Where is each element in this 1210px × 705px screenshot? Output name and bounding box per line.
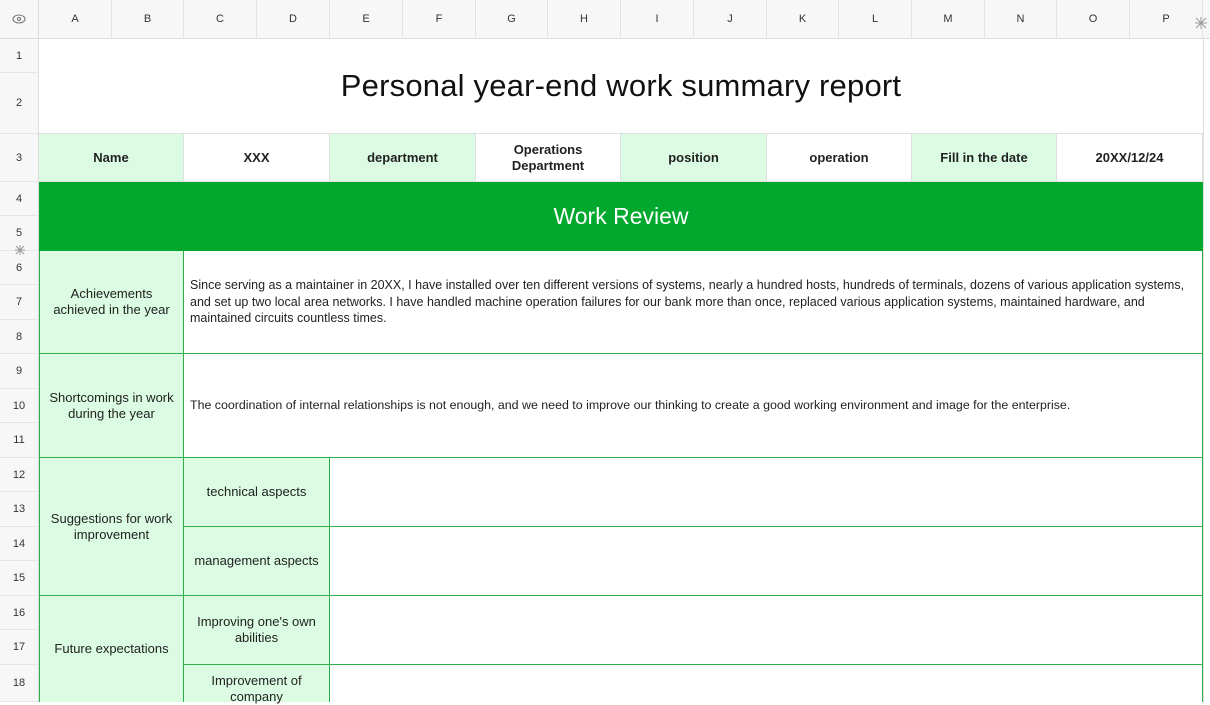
row-header-15[interactable]: 15 xyxy=(0,561,39,596)
column-header-h[interactable]: H xyxy=(548,0,621,39)
achievements-label-cell[interactable] xyxy=(39,251,184,354)
abilities-label: Improving one's own abilities xyxy=(197,614,316,645)
row-header-4[interactable]: 4 xyxy=(0,182,39,216)
column-header-d[interactable]: D xyxy=(257,0,330,39)
achievements-text-cell[interactable] xyxy=(184,251,1203,354)
management-label-cell[interactable] xyxy=(184,527,330,596)
abilities-label-cell[interactable] xyxy=(184,596,330,665)
row-header-2[interactable]: 2 xyxy=(0,73,39,134)
report-title-cell[interactable] xyxy=(39,39,1203,134)
row-header-11[interactable]: 11 xyxy=(0,423,39,458)
position-label: position xyxy=(668,150,719,165)
position-value-cell[interactable] xyxy=(767,134,912,182)
row-header-3[interactable]: 3 xyxy=(0,134,39,182)
column-header-p[interactable]: P xyxy=(1130,0,1203,39)
position-label-cell[interactable] xyxy=(621,134,767,182)
row-header-5[interactable]: 5 xyxy=(0,216,39,251)
row-header-6[interactable]: 6 xyxy=(0,251,39,285)
name-label: Name xyxy=(93,150,129,165)
column-header-l[interactable]: L xyxy=(839,0,912,39)
column-header-i[interactable]: I xyxy=(621,0,694,39)
achievements-text: Since serving as a maintainer in 20XX, I have installed over ten different versions of systems, nearly a hundred hosts, hundreds of terminals, dozens of various application systems, and set up two local area networks. I have handled machine operation failures for our bank more than once, replaced various application systems, maintained hardware, and maintained circuits countless times. xyxy=(190,278,1185,326)
column-header-a[interactable]: A xyxy=(39,0,112,39)
row-header-12[interactable]: 12 xyxy=(0,458,39,492)
row-header-9[interactable]: 9 xyxy=(0,354,39,389)
freeze-handle-icon[interactable] xyxy=(13,243,27,257)
company-label-cell[interactable] xyxy=(184,665,330,702)
company-label: Improvement of company xyxy=(211,673,302,704)
column-header-k[interactable]: K xyxy=(767,0,839,39)
column-header-c[interactable]: C xyxy=(184,0,257,39)
row-header-7[interactable]: 7 xyxy=(0,285,39,320)
name-value: XXX xyxy=(243,150,270,165)
name-value-cell[interactable] xyxy=(184,134,330,182)
report-title: Personal year-end work summary report xyxy=(340,68,902,103)
column-q-edge xyxy=(1203,39,1210,702)
shortcomings-text: The coordination of internal relationships is not enough, and we need to improve our thinking to create a good working environment and image for the enterprise. xyxy=(190,398,1071,413)
row-header-16[interactable]: 16 xyxy=(0,596,39,630)
suggestions-label-cell[interactable] xyxy=(39,458,184,596)
work-review-heading: Work Review xyxy=(553,203,689,229)
company-input-cell[interactable] xyxy=(330,665,1203,702)
select-all-corner[interactable] xyxy=(0,0,39,39)
row-header-1[interactable]: 1 xyxy=(0,39,39,73)
suggestions-label: Suggestions for work improvement xyxy=(50,510,173,542)
future-label-cell[interactable] xyxy=(39,596,184,702)
column-header-j[interactable]: J xyxy=(694,0,767,39)
row-header-17[interactable]: 17 xyxy=(0,630,39,665)
column-header-f[interactable]: F xyxy=(403,0,476,39)
date-value-cell[interactable] xyxy=(1057,134,1203,182)
freeze-handle-icon[interactable] xyxy=(1194,16,1208,30)
technical-label-cell[interactable] xyxy=(184,458,330,527)
row-header-14[interactable]: 14 xyxy=(0,527,39,561)
abilities-input-cell[interactable] xyxy=(330,596,1203,665)
department-label-cell[interactable] xyxy=(330,134,476,182)
department-value-cell[interactable] xyxy=(476,134,621,182)
date-label-cell[interactable] xyxy=(912,134,1057,182)
column-header-o[interactable]: O xyxy=(1057,0,1130,39)
column-header-e[interactable]: E xyxy=(330,0,403,39)
row-header-18[interactable]: 18 xyxy=(0,665,39,702)
eye-icon xyxy=(12,14,26,24)
technical-input-cell[interactable] xyxy=(330,458,1203,527)
row-header-13[interactable]: 13 xyxy=(0,492,39,527)
department-label: department xyxy=(367,150,438,165)
date-label: Fill in the date xyxy=(940,150,1028,165)
column-header-m[interactable]: M xyxy=(912,0,985,39)
row-header-8[interactable]: 8 xyxy=(0,320,39,354)
column-header-g[interactable]: G xyxy=(476,0,548,39)
date-value: 20XX/12/24 xyxy=(1095,150,1164,165)
achievements-label: Achievements achieved in the year xyxy=(53,286,170,317)
work-review-banner[interactable] xyxy=(39,182,1203,251)
shortcomings-label-cell[interactable] xyxy=(39,354,184,458)
row-header-10[interactable]: 10 xyxy=(0,389,39,423)
department-value: Operations Department xyxy=(511,141,585,173)
shortcomings-text-cell[interactable] xyxy=(184,354,1203,458)
position-value: operation xyxy=(809,150,869,165)
shortcomings-label: Shortcomings in work during the year xyxy=(49,389,174,421)
management-input-cell[interactable] xyxy=(330,527,1203,596)
technical-label: technical aspects xyxy=(206,484,307,499)
column-header-b[interactable]: B xyxy=(112,0,184,39)
name-label-cell[interactable] xyxy=(39,134,184,182)
column-header-n[interactable]: N xyxy=(985,0,1057,39)
future-label: Future expectations xyxy=(54,641,169,656)
management-label: management aspects xyxy=(194,553,319,568)
